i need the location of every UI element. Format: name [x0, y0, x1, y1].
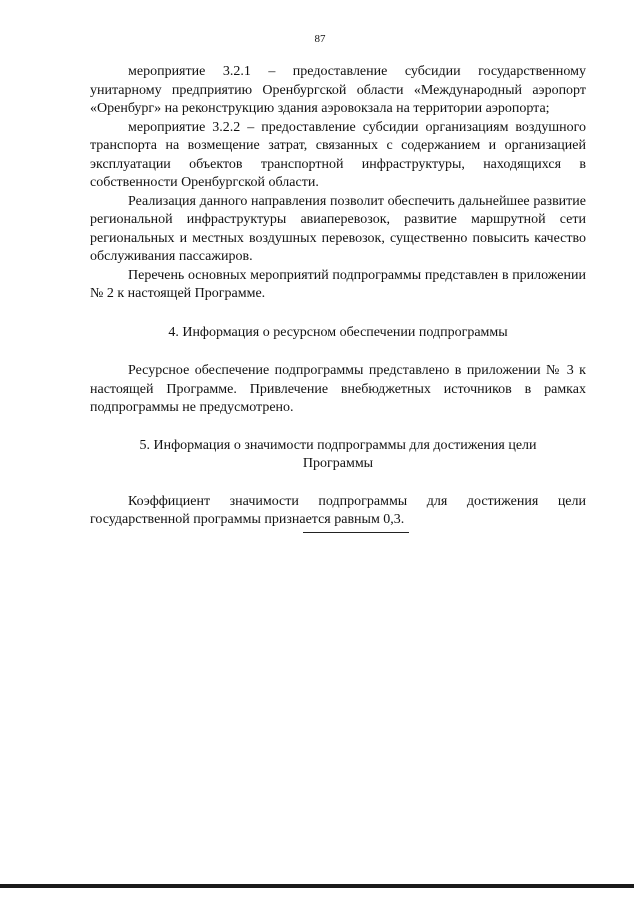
section-4-text: Ресурсное обеспечение подпрограммы представлено в приложении № 3 к настоящей Программе. Привлечение внебюджетных источников в рамках подпрограммы не предусмотрено.: [90, 363, 586, 415]
scan-bottom-edge: [0, 884, 634, 888]
section-5-heading: 5. Информация о значимости подпрограммы для достижения цели Программы: [139, 437, 537, 471]
paragraph-measure-3-2-2: мероприятие 3.2.2 – предоставление субсидии организациям воздушного транспорта на возмещение затрат, связанных с содержанием и организацией эксплуатации объектов транспортной инфраструктуры, находящихся в собственности Оренбургской области.: [90, 119, 586, 190]
section-5-text: Коэффициент значимости подпрограммы для достижения цели государственной программы признается равным 0,3.: [90, 493, 586, 527]
paragraph-measure-3-2-1: мероприятие 3.2.1 – предоставление субсидии государственному унитарному предприятию Оренбургской области «Международный аэропорт «Оренбург» на реконструкцию здания аэровокзала на территории аэропорта;: [90, 64, 586, 116]
paragraph-measures-list: Перечень основных мероприятий подпрограммы представлен в приложении № 2 к настоящей Программе.: [90, 267, 586, 301]
section-4-heading: 4. Информация о ресурсном обеспечении подпрограммы: [168, 324, 508, 340]
end-separator-line: [303, 532, 409, 533]
page-number: 87: [314, 33, 326, 45]
paragraph-implementation: Реализация данного направления позволит обеспечить дальнейшее развитие региональной инфраструктуры авиаперевозок, развитие маршрутной сети региональных и местных воздушных перевозок, существенно повысить качество обслуживания пассажиров.: [90, 193, 586, 264]
document-body: [90, 63, 586, 530]
